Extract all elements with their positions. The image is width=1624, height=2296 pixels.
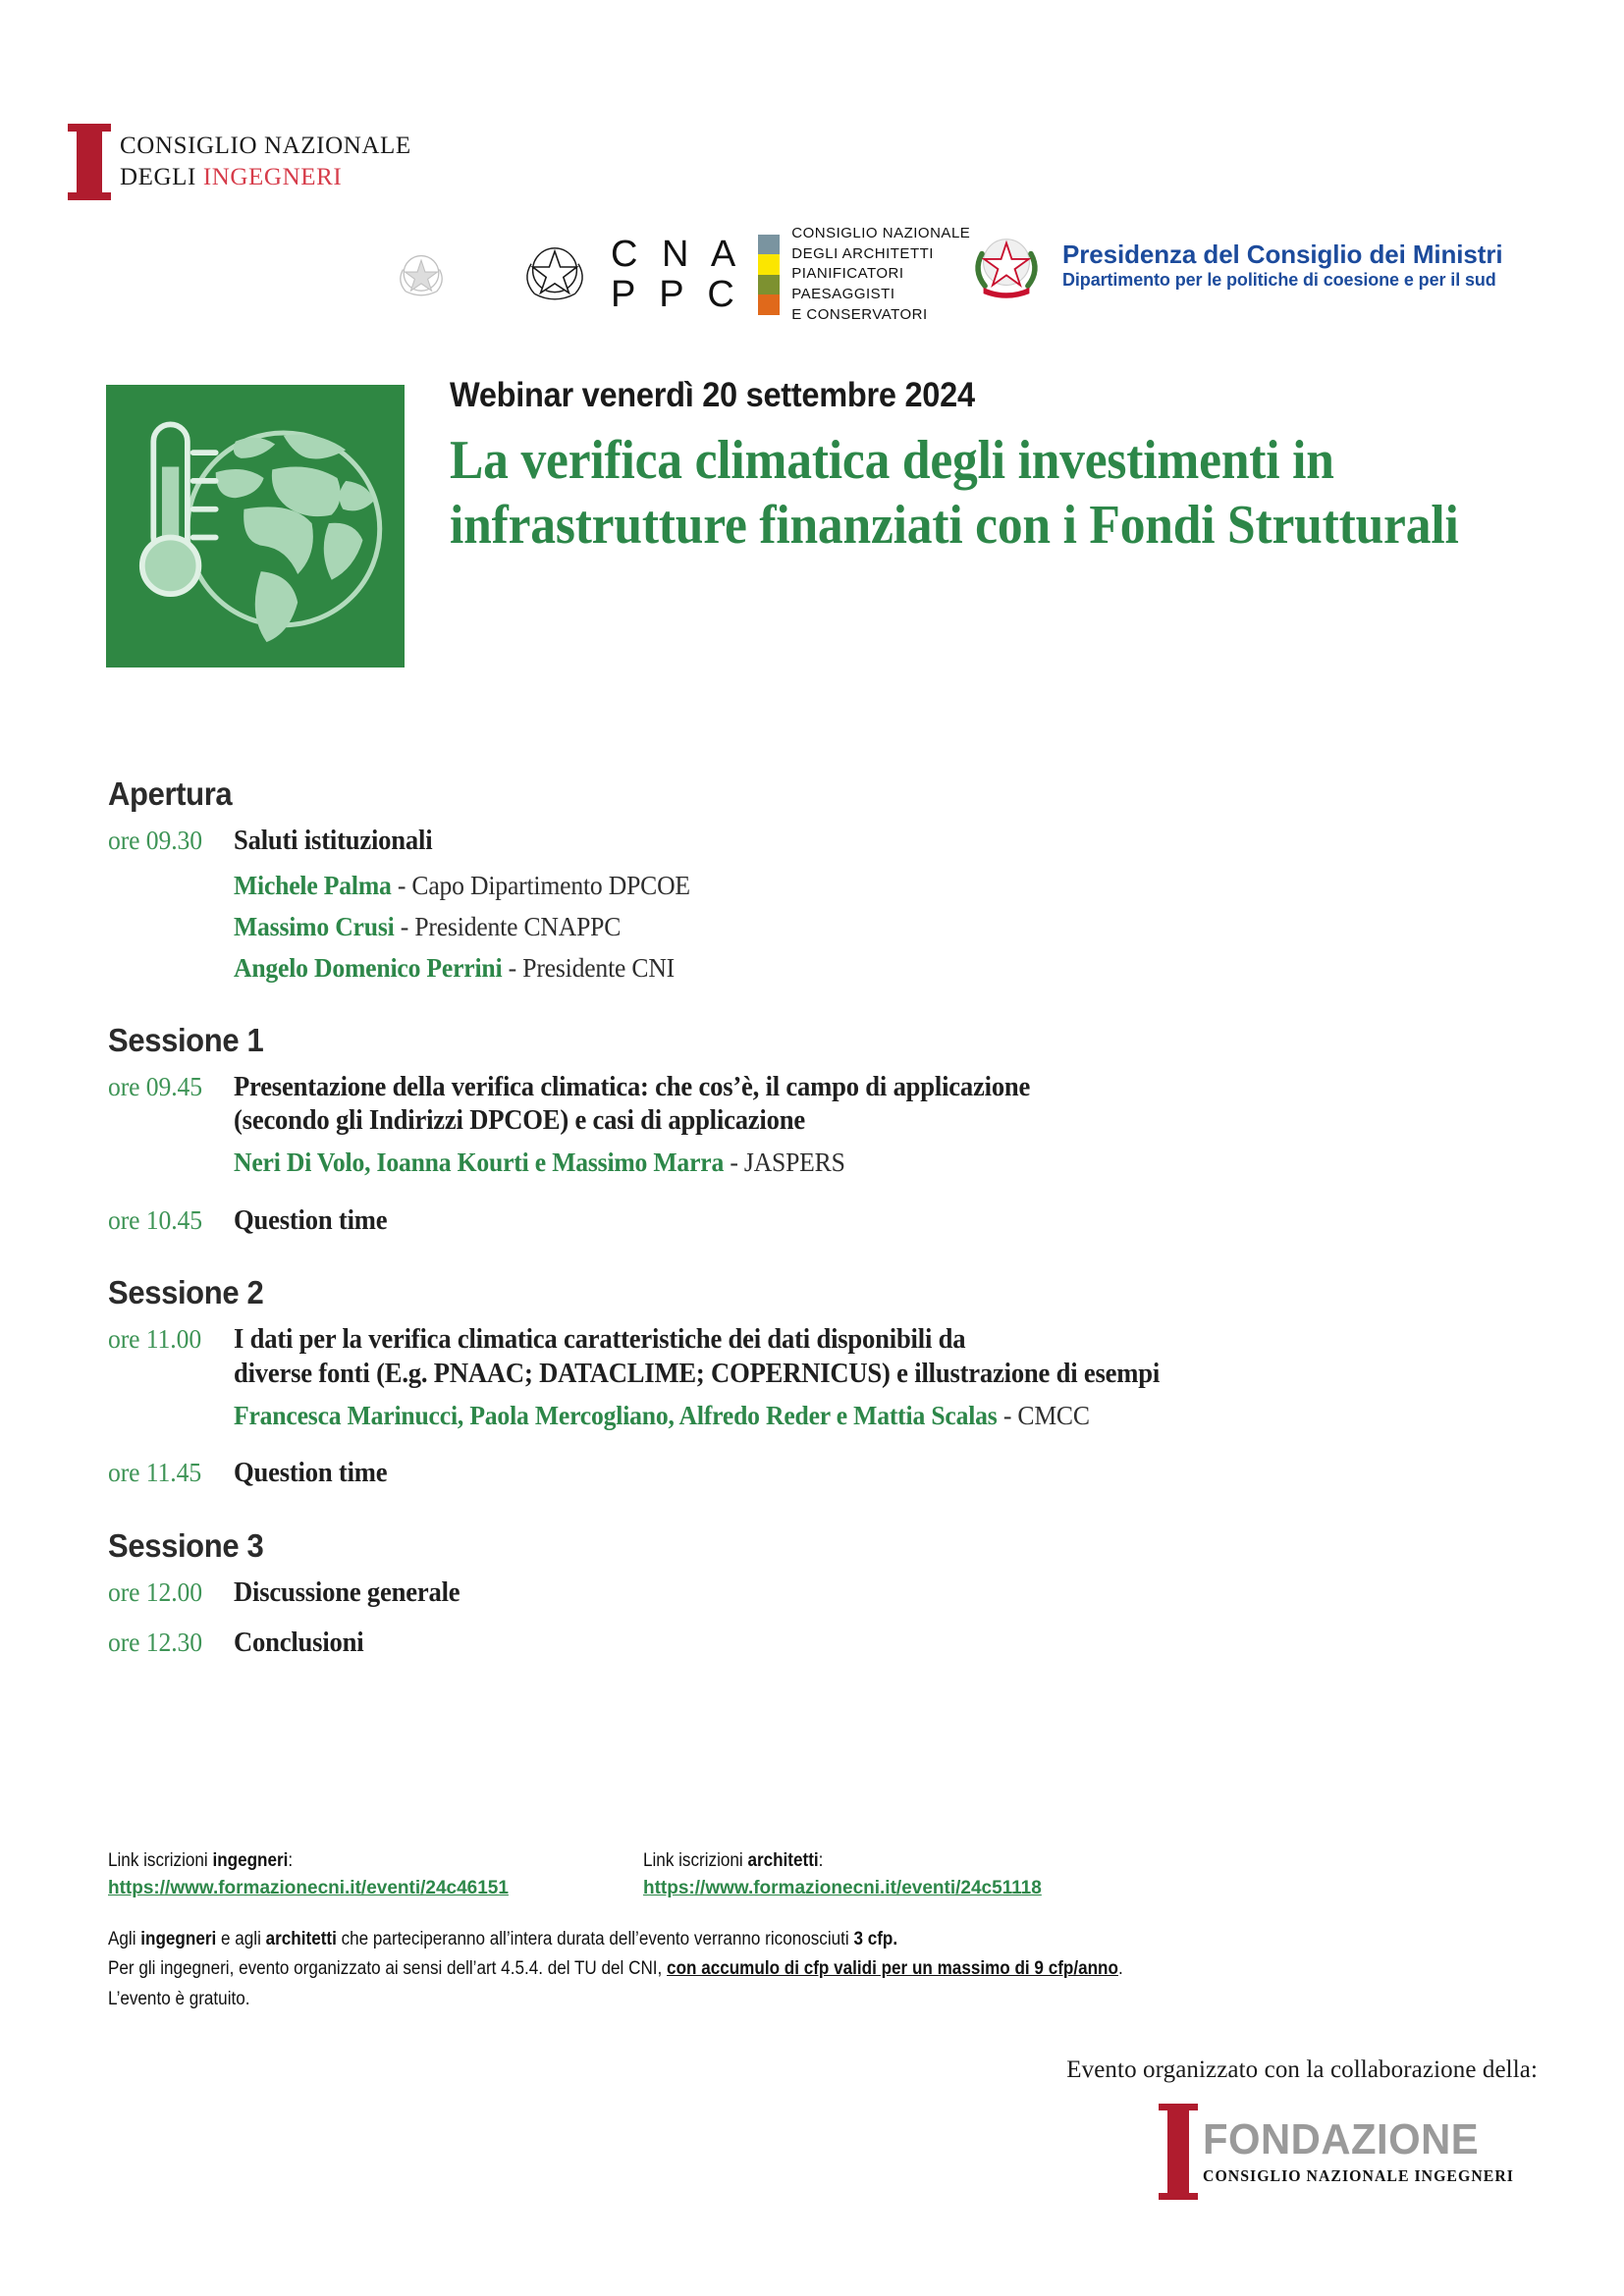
agenda-entry [108,1455,1532,1492]
agenda-entry [108,823,1532,987]
entry-title: Question time [234,1458,388,1489]
session-2 [108,1274,1532,1491]
footer [108,1850,1532,2014]
session-1 [108,1022,1532,1239]
title-text-group [450,376,1549,558]
cni-logo-text [120,131,411,193]
entry-time: ore 12.30 [108,1628,203,1658]
fondazione-main-word: FONDAZIONE [1203,2114,1480,2163]
entry-title: Conclusioni [234,1628,364,1659]
note2-b: con accumulo di cfp validi per un massimo di 9 cfp/anno [667,1958,1118,1980]
speaker-row [234,909,1467,944]
architects-registration-url[interactable]: https://www.formazionecni.it/eventi/24c51118 [643,1878,1042,1898]
link-label-prefix: Link iscrizioni [643,1850,748,1871]
entry-time: ore 11.45 [108,1458,202,1488]
speaker-name: Michele Palma [234,870,392,900]
link-label-architects [643,1850,1125,1872]
speaker-role: - Presidente CNAPPC [394,911,622,941]
registration-link-architects [643,1850,1178,1899]
cnappc-color-bar-icon [758,235,780,315]
agenda-entry [108,1625,1532,1662]
link-label-bold: architetti [747,1850,819,1871]
link-label-suffix: : [288,1850,294,1871]
speaker-role: - CMCC [997,1400,1090,1430]
cnappc-letters-line1: C N A [611,233,743,275]
note1-d: architetti [265,1929,337,1949]
cnappc-letters [611,235,742,315]
header-logo-strip [0,106,1624,323]
entry-title-continued: (secondo gli Indirizzi DPCOE) e casi di applicazione [234,1105,805,1137]
footer-notes [108,1925,1389,2014]
speaker-list [234,868,1467,987]
note1-f: 3 cfp. [853,1929,898,1949]
registration-links [108,1850,1532,1899]
session-heading-2: Sessione 2 [108,1274,264,1311]
fondazione-red-bar-icon [1167,2104,1189,2200]
presidenza-text [1062,240,1503,292]
cni-red-bar-icon [77,124,102,200]
cnappc-emblem-icon [513,236,597,314]
italian-republic-emblem-icon [385,243,458,308]
cnappc-desc-0: CONSIGLIO NAZIONALE [791,225,971,241]
footer-note-2 [108,1954,1389,1984]
entry-time: ore 11.00 [108,1324,202,1355]
cni-logo [77,124,411,200]
note1-e: che parteciperanno all’intera durata dell’evento verranno riconosciuti [336,1929,854,1949]
entry-title: Saluti istituzionali [234,826,433,856]
page-title: La verifica climatica degli investimenti in infrastrutture finanziati con i Fondi Strutturali [450,430,1459,556]
entry-time: ore 10.45 [108,1204,203,1235]
cnappc-logo [513,224,970,325]
thermometer-globe-svg [106,385,405,667]
footer-note-3: L’evento è gratuito. [108,1988,250,2009]
cnappc-desc-3: PAESAGGISTI [791,286,895,303]
cnappc-desc-4: E CONSERVATORI [791,305,928,323]
agenda-entry [108,1321,1532,1433]
speaker-role: - Presidente CNI [502,953,676,984]
note2-a: Per gli ingegneri, evento organizzato ai sensi dell’art 4.5.4. del TU del CNI, [108,1958,668,1980]
presidenza-logo [966,228,1503,304]
cnappc-description [791,224,970,325]
fondazione-cni-logo [1066,2104,1538,2200]
entry-time: ore 09.30 [108,826,203,855]
presidenza-line1: Presidenza del Consiglio dei Ministri [1062,240,1503,270]
fondazione-logo-text [1203,2114,1538,2186]
speaker-role: - Capo Dipartimento DPCOE [391,870,690,900]
speaker-row [234,1145,1467,1180]
speaker-name: Francesca Marinucci, Paola Mercogliano, Alfredo Reder e Mattia Scalas [234,1400,998,1430]
note1-c: e agli [216,1929,266,1949]
title-block [106,376,1549,558]
climate-globe-thermometer-icon [106,385,405,667]
speaker-list [234,1145,1467,1180]
speaker-name: Neri Di Volo, Ioanna Kourti e Massimo Marra [234,1148,725,1178]
entry-time: ore 12.00 [108,1576,203,1607]
cnappc-letters-line2: P P C [611,273,741,315]
cnappc-desc-1: DEGLI ARCHITETTI [791,244,934,262]
speaker-list [234,1398,1467,1433]
cnappc-desc-2: PIANIFICATORI [791,265,904,283]
entry-title: I dati per la verifica climatica caratteristiche dei dati disponibili da [234,1324,966,1356]
entry-title-continued: diverse fonti (E.g. PNAAC; DATACLIME; COPERNICUS) e illustrazione di esempi [234,1358,1161,1389]
speaker-role: - JASPERS [724,1148,845,1178]
session-heading-1: Sessione 1 [108,1021,264,1058]
cni-logo-line2 [120,162,411,193]
entry-time: ore 09.45 [108,1071,203,1101]
speaker-row [234,1398,1467,1433]
cni-logo-line1: CONSIGLIO NAZIONALE [120,133,411,159]
collaboration-text: Evento organizzato con la collaborazione della: [1066,2056,1538,2083]
session-3 [108,1527,1532,1662]
fondazione-subtitle: CONSIGLIO NAZIONALE INGEGNERI [1203,2165,1515,2185]
engineers-registration-url[interactable]: https://www.formazionecni.it/eventi/24c46151 [108,1878,509,1898]
link-label-bold: ingegneri [212,1850,289,1871]
link-label-suffix: : [818,1850,824,1871]
agenda-entry [108,1069,1532,1181]
agenda-entry [108,1575,1532,1612]
session-apertura [108,775,1532,987]
session-heading-apertura: Apertura [108,775,233,812]
cni-logo-degli: DEGLI [120,164,203,190]
collaboration-block [1066,2056,1538,2200]
speaker-row [234,950,1467,986]
entry-title: Discussione generale [234,1576,460,1608]
agenda-entry [108,1202,1532,1240]
entry-title: Presentazione della verifica climatica: che cos’è, il campo di applicazione [234,1071,1031,1102]
cni-logo-ingegneri: INGEGNERI [202,164,343,190]
webinar-date-kicker: Webinar venerdì 20 settembre 2024 [450,376,975,414]
presidenza-emblem-icon [966,228,1047,304]
note1-a: Agli [108,1929,141,1949]
presidenza-line2: Dipartimento per le politiche di coesione e per il sud [1062,270,1496,291]
program-agenda [108,775,1532,1668]
entry-title: Question time [234,1204,388,1236]
speaker-name: Massimo Crusi [234,911,395,941]
footer-note-1 [108,1925,1389,1954]
speaker-name: Angelo Domenico Perrini [234,953,503,984]
note1-b: ingegneri [140,1929,217,1949]
speaker-row [234,868,1467,903]
link-label-engineers [108,1850,590,1872]
link-label-prefix: Link iscrizioni [108,1850,213,1871]
note2-c: . [1117,1958,1123,1980]
session-heading-3: Sessione 3 [108,1526,264,1564]
registration-link-engineers [108,1850,643,1899]
